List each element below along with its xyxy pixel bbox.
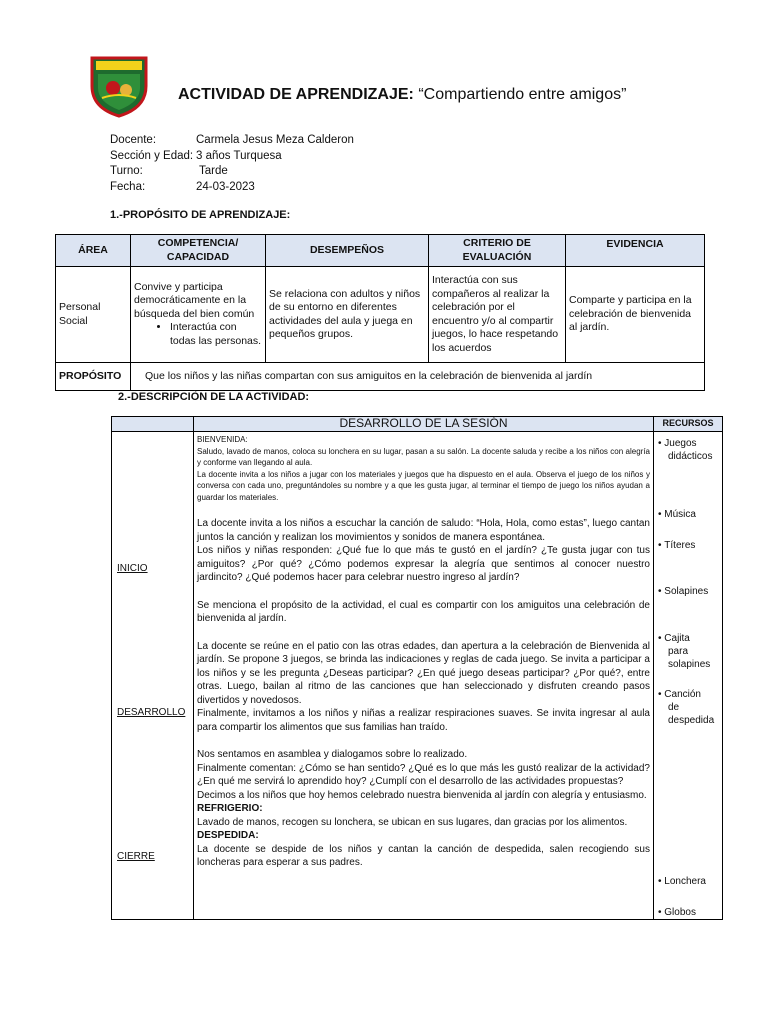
refrigerio-title: REFRIGERIO: [197,803,263,814]
header-blank [112,417,194,432]
phase-cierre: CIERRE [117,851,155,862]
cell-area: Personal Social [56,267,131,363]
header-desempenos: DESEMPEÑOS [266,235,429,267]
cell-proposito-text: Que los niños y las niñas compartan con sus amiguitos en la celebración de bienvenida al jardín [131,363,705,391]
resource-solapines: • Solapines [658,586,709,597]
school-crest-icon [88,52,150,118]
table-row [56,267,705,363]
info-value: 24-03-2023 [196,180,255,193]
info-row-turno [110,164,354,180]
resource-cancion: • Canción de despedida [658,689,715,726]
session-table [111,416,723,920]
header-desarrollo: DESARROLLO DE LA SESIÓN [194,417,654,432]
cell-competencia [131,267,266,363]
table-header-row [112,417,723,432]
table-row [56,363,705,391]
cierre-text: Finalmente comentan: ¿Cómo se han sentido? ¿Qué es lo que más les gustó realizar de la actividad? ¿En qué me servirá lo aprendido hoy? ¿Cumplí con el desarrollo de las actividades propuestas? [197,762,650,787]
competencia-text: Convive y participa democráticamente en la búsqueda del bien común [134,280,255,320]
desarrollo-text: Finalmente, invitamos a los niños y niñas a realizar respiraciones suaves. Se invita ingresar al aula para compartir los alimentos que sus familias han traído. [197,708,650,733]
resource-juegos: • Juegos didácticos [658,438,713,462]
inicio-text: La docente invita a los niños a escuchar la canción de saludo: “Hola, Hola, como estas”, luego cantan juntos la canción y realizan los movimientos y sonidos de manera espontánea. [197,518,650,543]
refrigerio-text: Lavado de manos, recogen su lonchera, se ubican en sus lugares, dan gracias por los alimentos. [197,816,628,828]
bienvenida-text: La docente invita a los niños a jugar con los materiales y juegos que ha dispuesto en el aula. Observa el juego de los niños y conversa con cada uno, preguntándoles su nombre y a que les gusta jugar, al terminar el tiempo de juego los niños ayudan a guardar los materiales. [197,469,650,502]
info-label: Fecha: [110,180,146,193]
inicio-text: Los niños y niñas responden: ¿Qué fue lo que más te gustó en el jardín? ¿Te gusta jugar con tus amiguitos? ¿Por qué? ¿Cómo podemos expresar la alegría que sentimos al conocer nuestro jardincito? ¿Qué podemos hacer para celebrar nuestro ingreso al jardín? [197,545,650,583]
title-bold: ACTIVIDAD DE APRENDIZAJE: [178,86,414,103]
despedida-text: La docente se despide de los niños y cantan la canción de despedida, salen recogiendo sus loncheras para esperar a sus padres. [197,843,650,868]
capacidad-list [134,321,262,348]
resources-column [654,432,723,920]
purpose-table [55,234,705,391]
info-value: Carmela Jesus Meza Calderon [196,134,354,146]
cierre-text: Nos sentamos en asamblea y dialogamos sobre lo realizado. [197,749,468,760]
info-value: Tarde [199,165,228,177]
teacher-info [110,133,354,195]
resource-lonchera: • Lonchera [658,876,706,887]
bienvenida-text: Saludo, lavado de manos, coloca su lonchera en su lugar, pasan a su salón. La docente saluda y recibe a los niños con alegría y conforme van llegando al aula. [197,446,650,467]
table-row [112,432,723,920]
section-heading-proposito: 1.-PROPÓSITO DE APRENDIZAJE: [110,209,291,221]
title-subtitle: “Compartiendo entre amigos” [418,86,627,103]
despedida-title: DESPEDIDA: [197,830,259,841]
header-area: ÁREA [56,235,131,267]
info-label: Docente: [110,134,157,146]
page-title [178,86,626,104]
info-label: Turno: [110,165,143,177]
resource-cajita: • Cajita para solapines [658,633,711,670]
cell-evidencia: Comparte y participa en la celebración de bienvenida al jardín. [566,267,705,363]
phase-inicio: INICIO [117,563,148,574]
cell-desempenos: Se relaciona con adultos y niños de su entorno en diferentes actividades del aula y juega en pequeños grupos. [266,267,429,363]
cierre-text: Decimos a los niños que hoy hemos celebrado nuestra bienvenida al jardín con alegría y entusiasmo. [197,789,647,801]
cell-criterio: Interactúa con sus compañeros al realizar la celebración por el encuentro y/o al compartir juegos, lo hace respetando los acuerdos [429,267,566,363]
resource-musica: • Música [658,509,696,520]
phase-desarrollo: DESARROLLO [117,707,186,718]
header-evidencia: EVIDENCIA [566,235,705,267]
info-row-docente [110,133,354,149]
resource-titeres: • Títeres [658,540,696,551]
info-row-fecha [110,180,354,196]
inicio-text: Se menciona el propósito de la actividad, el cual es compartir con los amiguitos una celebración de bienvenida al jardín. [197,599,650,624]
capacidad-item: • Interactúa con todas las personas. [170,321,262,348]
info-value: 3 años Turquesa [196,149,282,162]
header-criterio: CRITERIO DE EVALUACIÓN [429,235,566,267]
info-row-seccion [110,149,354,165]
cell-proposito-label: PROPÓSITO [56,363,131,391]
desarrollo-text: La docente se reúne en el patio con las otras edades, dan apertura a la celebración de Bienvenida al jardín. Se propone 3 juegos, se brinda las indicaciones y reglas de cada juego. Se invita a participar a los niños y se les pregunta ¿Deseas participar? ¿En qué juego deseas participar? ¿Por qué?, entre otras. Luego, bailan al ritmo de las canciones que han seleccionado y disfruten creando pasos divertidos y novedosos. [197,640,650,706]
resource-globos: • Globos [658,907,696,918]
header-competencia: COMPETENCIA/ CAPACIDAD [131,235,266,267]
session-content [194,432,654,920]
phase-column [112,432,194,920]
header-recursos: RECURSOS [654,417,723,432]
bienvenida-block [197,434,650,503]
info-label: Sección y Edad: [110,149,194,162]
table-header-row [56,235,705,267]
bienvenida-title: BIENVENIDA: [197,435,248,444]
section-heading-descripcion: 2.-DESCRIPCIÒN DE LA ACTIVIDAD: [118,391,310,403]
